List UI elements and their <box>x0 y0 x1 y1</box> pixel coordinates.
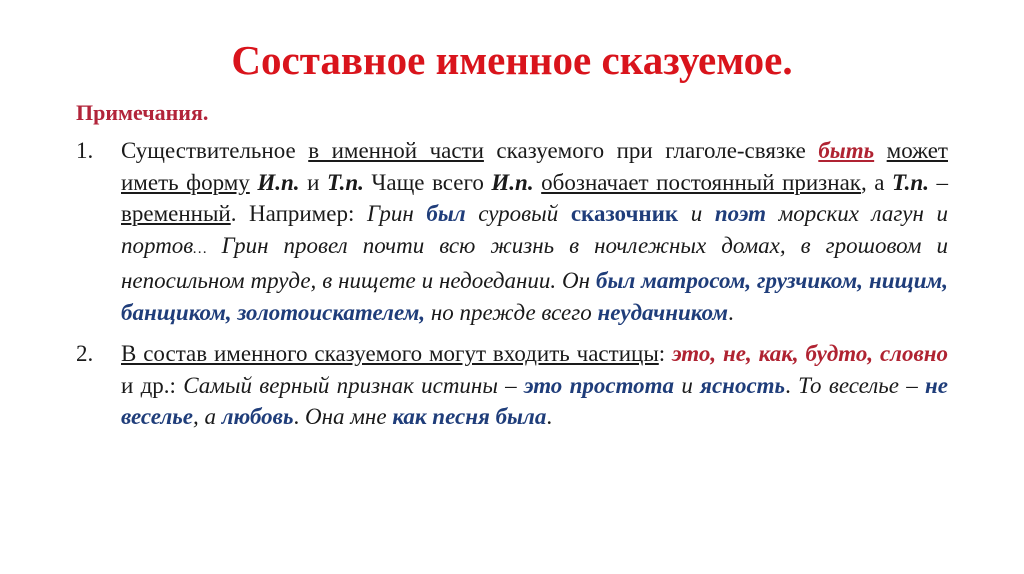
text-segment: . <box>785 372 799 398</box>
list-item <box>76 135 948 328</box>
text-segment: Грин провел почти всю жизнь в ночлежных домах, в грошовом и непосильном труде, в нищете и недоедании. Он <box>121 232 948 293</box>
text-segment: Существительное <box>121 138 309 163</box>
list-item-number: 1. <box>76 138 94 163</box>
text-segment: В состав именного сказуемого могут входить частицы <box>121 341 659 366</box>
list-item-number: 2. <box>76 341 94 366</box>
text-segment: и <box>299 169 327 195</box>
text-segment: То веселье – <box>798 372 926 398</box>
text-segment: ясность <box>700 372 786 398</box>
text-segment: был <box>426 201 466 226</box>
text-segment: не веселье <box>121 372 948 429</box>
text-segment: в именной части <box>308 138 484 163</box>
text-segment: временный <box>121 201 231 226</box>
text-segment: Самый верный признак истины – <box>183 372 524 398</box>
text-segment: быть <box>818 138 875 163</box>
text-segment: Т.п. <box>892 169 929 195</box>
text-segment: . <box>546 404 553 429</box>
text-segment: , а <box>860 169 893 195</box>
text-segment: И.п. <box>257 169 300 195</box>
text-segment <box>874 138 887 163</box>
text-segment: : <box>658 341 673 366</box>
list-item-text <box>121 135 948 328</box>
text-segment: неудачником <box>597 299 728 325</box>
notes-list <box>76 135 948 433</box>
text-segment: поэт <box>714 201 766 226</box>
text-segment: суровый <box>465 201 571 226</box>
text-segment: . <box>293 404 305 429</box>
notes-heading: Примечания. <box>76 100 209 125</box>
text-segment: как песня была <box>392 404 547 429</box>
slide-title: Составное именное сказуемое. <box>231 37 793 83</box>
text-segment: но прежде всего <box>425 299 598 325</box>
text-segment: Она мне <box>304 404 393 429</box>
text-segment: сказуемого при глаголе-связке <box>483 138 819 163</box>
text-segment: любовь <box>221 404 294 429</box>
list-item-text <box>121 338 948 433</box>
text-segment: это, не, как, будто, словно <box>672 341 949 366</box>
text-segment: и др.: <box>121 372 184 398</box>
text-segment: и <box>674 372 701 398</box>
text-segment: И.п. <box>491 169 534 195</box>
text-segment: – <box>928 169 949 195</box>
text-segment: и <box>678 201 715 226</box>
text-segment: … <box>193 240 207 257</box>
text-segment: сказочник <box>570 201 679 226</box>
list-item <box>76 338 948 433</box>
text-segment: обозначает постоянный признак <box>541 169 861 195</box>
text-segment: морских лагун и портов <box>121 201 948 258</box>
text-segment: это простота <box>523 372 675 398</box>
text-segment: . <box>727 299 734 325</box>
text-segment: Грин <box>366 201 427 226</box>
text-segment: , а <box>192 404 222 429</box>
text-segment: . Например: <box>230 201 367 226</box>
text-segment: может иметь форму <box>121 138 948 195</box>
text-segment: был матросом, грузчиком, нищим, банщиком, золотоискателем, <box>121 268 948 325</box>
text-segment: Т.п. <box>326 169 364 195</box>
text-segment: Чаще всего <box>363 169 492 195</box>
